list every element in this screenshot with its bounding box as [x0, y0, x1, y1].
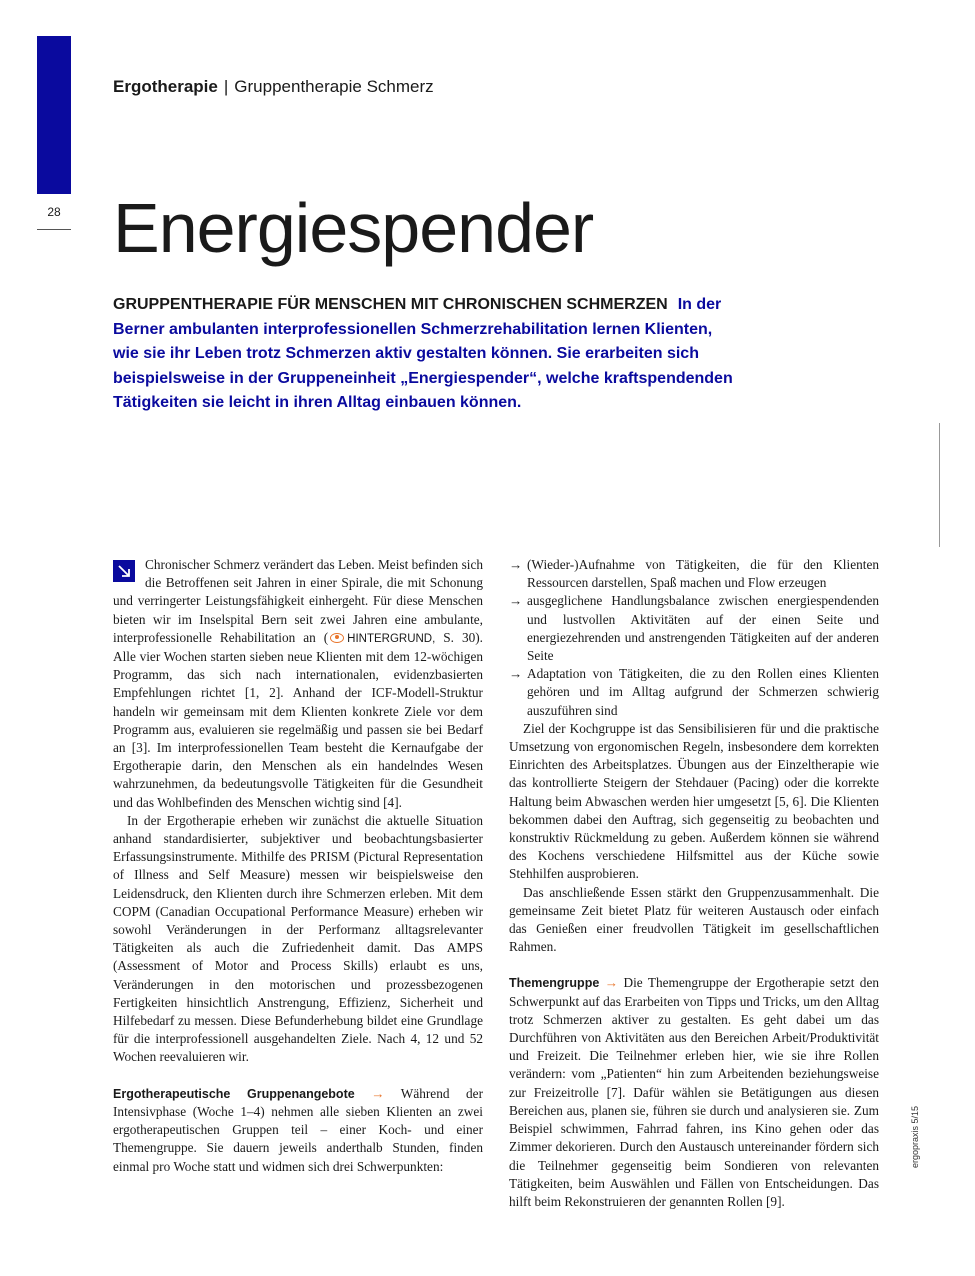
intro-paragraph — [113, 556, 483, 812]
intro-text-b: S. 30). Alle vier Wochen starten sieben neue Klienten mit dem 12-wöchigen Programm, das sich nach internationalen, evidenzbasierten Empfehlungen richtet [1, 2]. Anhand der ICF-Modell-Struktur handeln wir gemeinsam mit dem Klienten konkrete Ziele vor dem Programm aus, evaluieren sie regelmäßig und passen sie bei Bedarf an [3]. Im interprofessionellen Team besteht die Kernaufgabe der Ergotherapie darin, den Menschen als ein handelndes Wesen wahrzunehmen, da bedeutungsvolle Tätigkeiten für die Gesundheit und das Wohlbefinden des Menschen wichtig sind [4]. — [113, 629, 483, 810]
eye-icon — [330, 633, 344, 643]
header-separator: | — [223, 77, 229, 96]
focus-list — [509, 556, 879, 720]
lead-text: In der Berner ambulanten interprofessionellen Schmerzrehabilitation lernen Klienten, wie sie ihr Leben trotz Schmerzen aktiv gestalten können. Sie erarbeiten sich beispielsweise in der Gruppeneinheit „Energiespender“, welche kraftspendenden Tätigkeiten sie leicht in ihren Alltag einbauen können. — [113, 296, 733, 411]
meal-paragraph: Das anschließende Essen stärkt den Gruppenzusammenhalt. Die gemeinsame Zeit bietet Platz für weiteren Austausch oder einfach das Genießen einer freudvollen Tätigkeit im gesellschaftlichen Rahmen. — [509, 884, 879, 955]
cooking-group-paragraph: Ziel der Kochgruppe ist das Sensibilisieren für und die praktische Umsetzung von ergonomischen Regeln, insbesondere dem korrekten Einrichten des Arbeitsplatzes. Übungen aus der Einzeltherapie wie das kontrollierte Steigern der Stehdauer (Pacing) oder die korrekte Haltung beim Abwaschen werden hier umgesetzt [5, 6]. Die Klienten bekommen dabei den Auftrag, sich gegenseitig zu beobachten und konstruktiv Rückmeldung zu geben. Außerdem können sie während des Kochens verschiedene Hilfsmittel aus der Küche sowie Stehhilfen ausprobieren. — [509, 720, 879, 882]
column-right — [509, 556, 879, 1211]
subheading-arrow-icon: → — [604, 975, 619, 991]
list-item: → Adaptation von Tätigkeiten, die zu den Rollen eines Klienten gehören und im Alltag aufgrund der Schmerzen schwierig auszuführen sind — [509, 666, 879, 718]
list-arrow-icon: → — [509, 666, 523, 682]
background-ref: HINTERGRUND, — [347, 632, 436, 645]
page-number: 28 — [47, 205, 61, 219]
arrow-down-right-icon — [113, 560, 135, 582]
list-arrow-icon: → — [509, 557, 523, 572]
column-left — [113, 556, 483, 1176]
article-title: Energiespender — [113, 189, 594, 267]
article-lead — [113, 293, 738, 416]
list-arrow-icon: → — [509, 593, 523, 609]
topic-group-paragraph — [509, 974, 879, 1211]
margin-rule — [939, 423, 940, 547]
intro-text-a: Chronischer Schmerz verändert das Leben. Meist befinden sich die Betroffenen seit Jahren in einer Spirale, die mit Schonung und verringerter Leistungsfähigkeit einhergeht. Für diese Menschen bieten wir im Inselspital Bern seit zwei Jahren eine ambulante, interprofessionelle Rehabilitation an ( — [113, 557, 483, 645]
journal-label: ergopraxis 5/15 — [910, 1105, 920, 1168]
header-topic: Gruppentherapie Schmerz — [234, 77, 434, 96]
lead-kicker: GRUPPENTHERAPIE FÜR MENSCHEN MIT CHRONISCHEN SCHMERZEN — [113, 296, 668, 313]
page-number-rule — [37, 229, 71, 230]
running-header — [113, 77, 434, 97]
header-section: Ergotherapie — [113, 77, 218, 96]
subheading-topic-group: Themengruppe — [509, 976, 600, 991]
group-offers-text: Während der Intensivphase (Woche 1–4) nehmen alle sieben Klienten an zwei ergotherapeutischen Gruppen teil – einer Koch- und einer Themengruppe. Sie dauern jeweils anderthalb Stunden, finden einmal pro Woche statt und widmen sich drei Schwerpunkten: — [113, 1085, 483, 1174]
subheading-group-offers: Ergotherapeutische Gruppenangebote — [113, 1086, 355, 1101]
section-color-bar — [37, 36, 71, 194]
assessment-paragraph: In der Ergotherapie erheben wir zunächst die aktuelle Situation anhand standardisierter, subjektiver und beobachtungsbasierter Erfassungsinstrumente. Mithilfe des PRISM (Pictural Representation of Illness and Self Measure) messen wir beispielsweise den Leidensdruck, den Klienten durch ihre Schmerzen erleben. Mit dem COPM (Canadian Occupational Performance Measure) erheben wir sowohl Veränderungen in der Performanz alltagsrelevanter Tätigkeiten als auch die Zufriedenheit damit. Das AMPS (Assessment of Motor and Process Skills) erlaubt es uns, Veränderungen in den motorischen und prozessbezogenen Fertigkeiten hinsichtlich Anstrengung, Effizienz, Sicherheit und Hilfebedarf zu messen. Diese Befunderhebung bildet eine Grundlage für die interprofessionell ausgehandelten Ziele. Nach 4, 12 und 52 Wochen reevaluieren wir. — [113, 812, 483, 1065]
list-item: → (Wieder-)Aufnahme von Tätigkeiten, die für den Klienten Ressourcen darstellen, Spaß machen und Flow erzeugen — [509, 557, 879, 591]
group-offers-paragraph — [113, 1085, 483, 1176]
subheading-arrow-icon: → — [371, 1085, 385, 1101]
list-item: → ausgeglichene Handlungsbalance zwischen energiespendenden und lustvollen Aktivitäten auf der einen Seite und energiezehrenden und anstrengenden Tätigkeiten auf der anderen Seite — [509, 593, 879, 664]
topic-group-text: Die Themengruppe der Ergotherapie setzt den Schwerpunkt auf das Erarbeiten von Tipps und Tricks, um den Alltag trotz Schmerzen aktiver zu gestalten. Es geht dabei um das Durchführen von Aktivitäten aus den Bereichen Arbeit/Produktivität und Freizeit. Die Teilnehmer erleben hier, wie sie ihre Rollen verändern: vom „Patienten“ hin zum Arbeitenden beziehungsweise zur Freizeitrolle [7]. Dafür wählen sie Betätigungen aus diesen Bereichen aus, planen sie, führen sie durch und analysieren sie. Zum Beispiel schwimmen, Fahrrad fahren, ins Kino gehen oder das Zimmer dekorieren. Durch den Austausch untereinander fördern sich die Teilnehmer gegenseitig beim Sondieren von relevanten Tätigkeiten, beim Auswählen und Fällen von Entscheidungen. Das hilft beim Rekonstruieren der genannten Rollen [9]. — [509, 975, 880, 1209]
